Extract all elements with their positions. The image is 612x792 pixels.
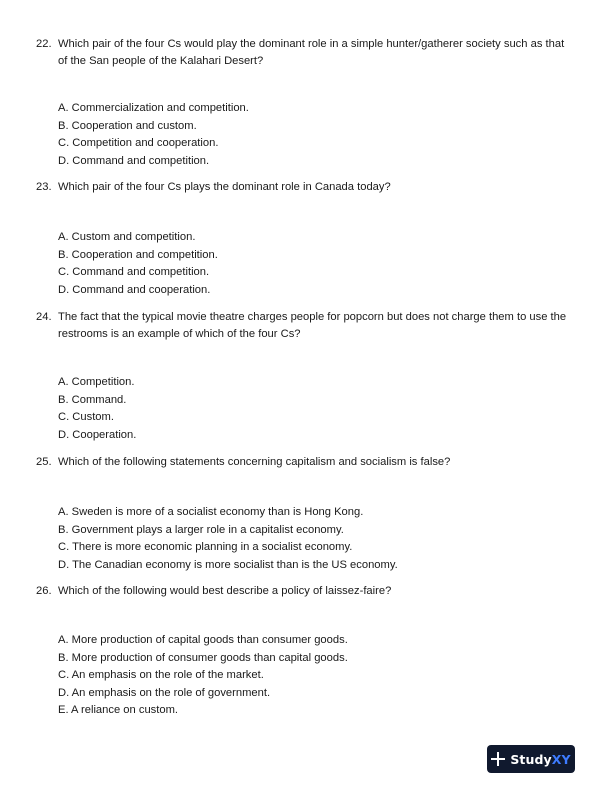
question-number: 24. <box>36 311 52 323</box>
answer-option: C. Custom. <box>58 411 114 423</box>
answer-option: A. Custom and competition. <box>58 231 196 243</box>
answer-options <box>58 229 576 299</box>
answer-option: B. Cooperation and custom. <box>58 119 197 132</box>
badge-xy-text: XY <box>551 751 571 767</box>
answer-option: D. The Canadian economy is more socialist than is the US economy. <box>58 558 398 571</box>
question-text: The fact that the typical movie theatre charges people for popcorn but does not charge them to use the restrooms is an example of which of the four Cs? <box>58 311 567 340</box>
answer-option: B. More production of consumer goods than capital goods. <box>58 651 348 664</box>
question-prompt <box>36 454 576 471</box>
question-22 <box>36 36 576 170</box>
answer-option: D. An emphasis on the role of government. <box>58 686 271 699</box>
question-number: 22. <box>36 38 52 50</box>
answer-option: C. An emphasis on the role of the market. <box>58 669 264 681</box>
question-text: Which of the following statements concerning capitalism and socialism is false? <box>58 456 451 468</box>
question-text: Which of the following would best describe a policy of laissez-faire? <box>58 585 392 597</box>
answer-options <box>58 374 576 444</box>
question-text: Which pair of the four Cs plays the dominant role in Canada today? <box>58 181 391 193</box>
question-prompt <box>36 179 576 196</box>
question-prompt <box>36 583 576 600</box>
answer-option: A. Commercialization and competition. <box>58 102 249 114</box>
answer-option: D. Cooperation. <box>58 428 137 441</box>
question-prompt <box>36 36 576 70</box>
answer-option: C. There is more economic planning in a socialist economy. <box>58 541 353 553</box>
answer-options <box>58 632 576 720</box>
answer-options <box>58 504 576 574</box>
question-number: 25. <box>36 456 52 468</box>
question-24 <box>36 309 576 444</box>
answer-option: D. Command and competition. <box>58 154 210 167</box>
question-23 <box>36 179 576 299</box>
question-25 <box>36 454 576 574</box>
question-26 <box>36 583 576 720</box>
answer-option: A. Competition. <box>58 376 135 388</box>
answer-option: A. Sweden is more of a socialist economy than is Hong Kong. <box>58 506 364 518</box>
answer-option: C. Command and competition. <box>58 266 210 278</box>
answer-options <box>58 100 576 170</box>
plus-icon <box>491 752 505 766</box>
question-prompt <box>36 309 576 343</box>
question-text: Which pair of the four Cs would play the dominant role in a simple hunter/gatherer society such as that of the San people of the Kalahari Desert? <box>58 38 565 67</box>
badge-label <box>510 751 570 768</box>
answer-option: B. Command. <box>58 393 127 406</box>
question-number: 23. <box>36 181 52 193</box>
answer-option: C. Competition and cooperation. <box>58 137 219 149</box>
answer-option: E. A reliance on custom. <box>58 704 179 716</box>
answer-option: B. Government plays a larger role in a capitalist economy. <box>58 523 344 536</box>
question-number: 26. <box>36 585 52 597</box>
answer-option: D. Command and cooperation. <box>58 283 211 296</box>
answer-option: B. Cooperation and competition. <box>58 248 218 261</box>
badge-study-text: Study <box>510 751 552 767</box>
answer-option: A. More production of capital goods than consumer goods. <box>58 634 348 646</box>
studyxy-badge[interactable] <box>487 745 575 773</box>
